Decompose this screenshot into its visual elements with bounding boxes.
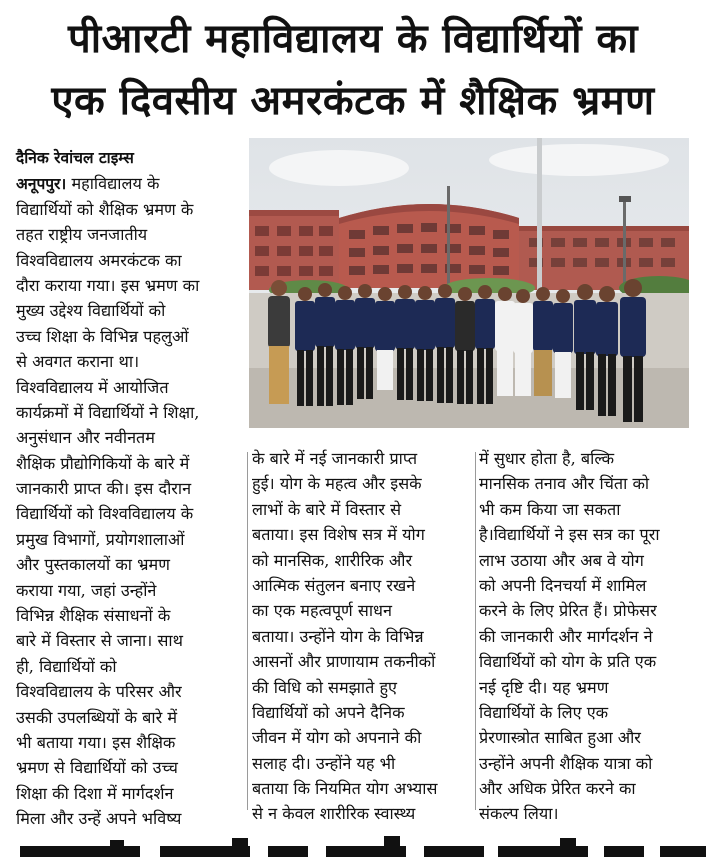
cutoff-text-shapes (0, 832, 706, 857)
column-line: विद्यार्थियों को विश्वविद्यालय के (16, 504, 194, 524)
column-line: में सुधार होता है, बल्कि (479, 449, 615, 468)
column-line: कार्यक्रमों में विद्यार्थियों ने शिक्षा, (16, 402, 200, 422)
next-headline-cutoff (0, 832, 706, 857)
column-line: सलाह दी। उन्होंने यह भी (252, 753, 396, 773)
column-line: प्रेरणास्त्रोत साबित हुआ और (479, 728, 641, 748)
column-line: ही, विद्यार्थियों को (16, 656, 117, 676)
column-line: भी बताया गया। इस शैक्षिक (16, 732, 176, 752)
column-line: प्रमुख विभागों, प्रयोगशालाओं (16, 529, 185, 549)
column-line: भी कम किया जा सकता (479, 499, 621, 519)
byline: दैनिक रेवांचल टाइम्स (16, 149, 134, 167)
headline-line-1: पीआरटी महाविद्यालय के विद्यार्थियों का (68, 16, 638, 62)
column-line: विश्वविद्यालय में आयोजित (16, 377, 169, 397)
column-line: शिक्षा की दिशा में मार्गदर्शन (16, 783, 174, 803)
column-line: मिला और उन्हें अपने भविष्य (16, 809, 182, 829)
column-line: अनुसंधान और नवीनतम (16, 428, 155, 448)
column-line: संकल्प लिया। (479, 804, 559, 824)
headline-line-2: एक दिवसीय अमरकंटक में शैक्षिक भ्रमण (51, 78, 655, 124)
column-line: उच्च शिक्षा के विभिन्न पहलुओं (16, 326, 189, 346)
column-line: उन्होंने अपनी शैक्षिक यात्रा को (479, 753, 653, 773)
column-line: नई दृष्टि दी। यह भ्रमण (479, 677, 609, 697)
column-line: अनूपपुर। महाविद्यालय के (16, 174, 160, 194)
column-line: से न केवल शारीरिक स्वास्थ्य (252, 804, 416, 824)
column-line: को मानसिक, शारीरिक और (252, 550, 413, 570)
column-line: भ्रमण से विद्यार्थियों को उच्च (16, 758, 178, 778)
column-line: आसनों और प्राणायाम तकनीकों (252, 652, 436, 672)
column-line: विभिन्न शैक्षिक संसाधनों के (16, 606, 171, 626)
dateline: अनूपपुर। (16, 175, 67, 194)
column-line: और पुस्तकालयों का भ्रमण (16, 555, 170, 575)
column-line: की जानकारी और मार्गदर्शन ने (479, 626, 653, 646)
column-line: को अपनी दिनचर्या में शामिल (479, 575, 647, 595)
column-line: का एक महत्वपूर्ण साधन (252, 601, 392, 621)
column-line: की विधि को समझाते हुए (252, 677, 397, 697)
article-column-3 (479, 446, 699, 827)
column-line: आत्मिक संतुलन बनाए रखने (252, 575, 416, 595)
column-line: हुई। योग के महत्व और इसके (252, 474, 422, 494)
column-line: से अवगत कराना था। (16, 352, 140, 372)
column-line: बताया। इस विशेष सत्र में योग (252, 525, 425, 545)
column-line: विद्यार्थियों को योग के प्रति एक (479, 652, 657, 672)
article-column-1 (16, 146, 246, 832)
group-photo (249, 138, 689, 428)
column-line: विद्यार्थियों को शैक्षिक भ्रमण के (16, 199, 194, 219)
column-line: विद्यार्थियों को अपने दैनिक (252, 702, 405, 722)
article-column-2 (252, 446, 474, 827)
column-line: मुख्य उद्देश्य विद्यार्थियों को (16, 301, 166, 321)
column-line: तहत राष्ट्रीय जनजातीय (16, 225, 148, 245)
column-line: लाभ उठाया और अब वे योग (479, 550, 644, 570)
column-line: विश्वविद्यालय के परिसर और (16, 682, 182, 702)
column-line: लाभों के बारे में विस्तार से (252, 499, 402, 519)
column-line: बारे में विस्तार से जाना। साथ (16, 631, 183, 651)
column-line: बताया। उन्होंने योग के विभिन्न (252, 626, 424, 646)
column-line: मानसिक तनाव और चिंता को (479, 474, 650, 494)
column-line: बताया कि नियमित योग अभ्यास (252, 779, 438, 799)
column-line: उसकी उपलब्धियों के बारे में (16, 707, 178, 727)
column-divider (475, 452, 476, 810)
column-line: दौरा कराया गया। इस भ्रमण का (16, 275, 200, 295)
column-line: शैक्षिक प्रौद्योगिकियों के बारे में (16, 453, 190, 473)
column-line: है।विद्यार्थियों ने इस सत्र का पूरा (479, 525, 660, 545)
column-line: के बारे में नई जानकारी प्राप्त (252, 449, 418, 468)
column-line: जीवन में योग को अपनाने की (252, 728, 422, 748)
column-line: कराया गया, जहां उन्होंने (16, 580, 157, 600)
column-line: विद्यार्थियों के लिए एक (479, 702, 609, 722)
column-line: जानकारी प्राप्त की। इस दौरान (16, 479, 192, 499)
column-line: विश्वविद्यालय अमरकंटक का (16, 250, 182, 270)
column-divider (247, 452, 248, 810)
headline (0, 0, 706, 135)
group-photo-image (249, 138, 689, 428)
column-line: और अधिक प्रेरित करने का (479, 779, 636, 799)
column-line: करने के लिए प्रेरित हैं। प्रोफेसर (479, 601, 657, 621)
